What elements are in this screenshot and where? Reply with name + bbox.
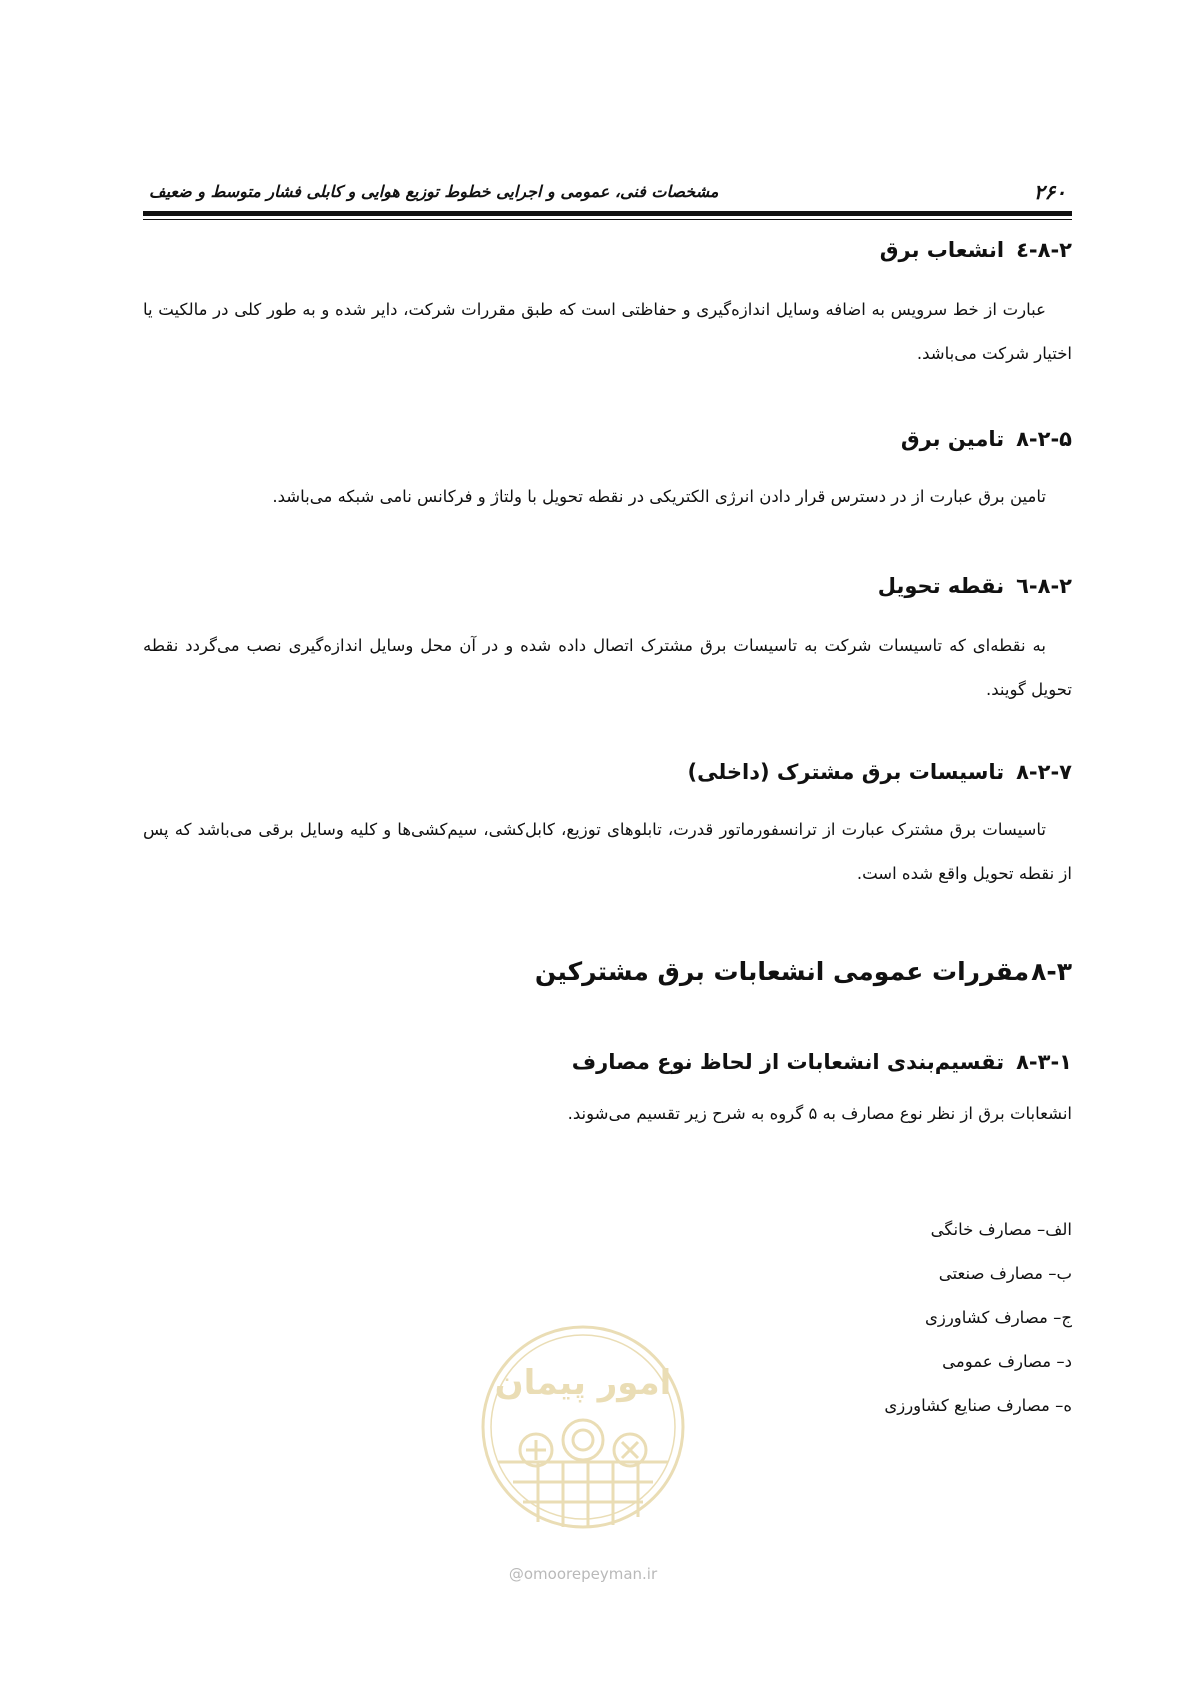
list-item: الف– مصارف خانگی	[930, 1220, 1072, 1239]
consumption-type-list	[884, 1208, 1072, 1428]
page-number: ۲۶۰	[1033, 180, 1066, 204]
section-body: تاسیسات برق مشترک عبارت از ترانسفورماتور قدرت، تابلوهای توزیع، کابل‌کشی، سیم‌کشی‌ها و کلیه وسایل برقی می‌باشد که پس از نقطه تحویل واقع شده است.	[143, 820, 1072, 883]
section-power-supply	[143, 423, 1072, 519]
section-number: ۸-۲-٤	[1016, 238, 1072, 262]
list-item: ب– مصارف صنعتی	[938, 1264, 1072, 1283]
chapter-number: ۸-۳	[1031, 957, 1072, 986]
section-number: ۸-۲-٦	[1016, 574, 1072, 598]
section-service-connection	[143, 234, 1072, 376]
section-heading	[143, 423, 1072, 455]
section-heading	[143, 1046, 1072, 1078]
watermark-site: @omoorepeyman.ir	[508, 1565, 658, 1583]
section-title: تقسیم‌بندی انشعابات از لحاظ نوع مصارف	[571, 1050, 1005, 1074]
section-body: به نقطه‌ای که تاسیسات شرکت به تاسیسات برق مشترک اتصال داده شده و در آن محل وسایل اندازه‌گیری نصب می‌گردد نقطه تحویل گویند.	[143, 636, 1072, 699]
chapter-heading	[143, 954, 1072, 990]
section-title: تامین برق	[900, 427, 1005, 451]
chapter-title: مقررات عمومی انشعابات برق مشترکین	[534, 957, 1030, 986]
section-number: ۸-۲-۷	[1016, 760, 1072, 784]
watermark-logo-text: امور پیمان	[494, 1363, 672, 1403]
header-rule-thick	[143, 211, 1072, 216]
section-number: ۸-۲-۵	[1016, 427, 1072, 451]
section-heading	[143, 570, 1072, 602]
section-heading	[143, 234, 1072, 266]
list-item: د– مصارف عمومی	[942, 1352, 1072, 1371]
page-header	[143, 180, 1072, 214]
section-title: تاسیسات برق مشترک (داخلی)	[687, 760, 1005, 784]
section-heading	[143, 756, 1072, 788]
watermark-logo-icon	[478, 1322, 688, 1582]
list-item: ج– مصارف کشاورزی	[924, 1308, 1072, 1327]
section-body: عبارت از خط سرویس به اضافه وسایل اندازه‌گیری و حفاظتی است که طبق مقررات شرکت، دایر شده و به طور کلی در مالکیت یا اختیار شرکت می‌باشد.	[143, 300, 1072, 363]
section-number: ۸-۳-۱	[1016, 1050, 1072, 1074]
header-rule-thin	[143, 219, 1072, 220]
section-title: نقطه تحویل	[877, 574, 1005, 598]
list-item: ه– مصارف صنایع کشاورزی	[884, 1396, 1072, 1415]
chapter-heading-block	[143, 954, 1072, 990]
section-title: انشعاب برق	[879, 238, 1005, 262]
section-subscriber-installations	[143, 756, 1072, 896]
running-title: مشخصات فنی، عمومی و اجرایی خطوط توزیع هوایی و کابلی فشار متوسط و ضعیف	[149, 182, 719, 201]
section-body: تامین برق عبارت از در دسترس قرار دادن انرژی الکتریکی در نقطه تحویل با ولتاژ و فرکانس نامی شبکه می‌باشد.	[272, 487, 1046, 506]
section-delivery-point	[143, 570, 1072, 712]
section-consumption-classification	[143, 1046, 1072, 1136]
section-intro: انشعابات برق از نظر نوع مصارف به ۵ گروه به شرح زیر تقسیم می‌شوند.	[567, 1104, 1072, 1123]
